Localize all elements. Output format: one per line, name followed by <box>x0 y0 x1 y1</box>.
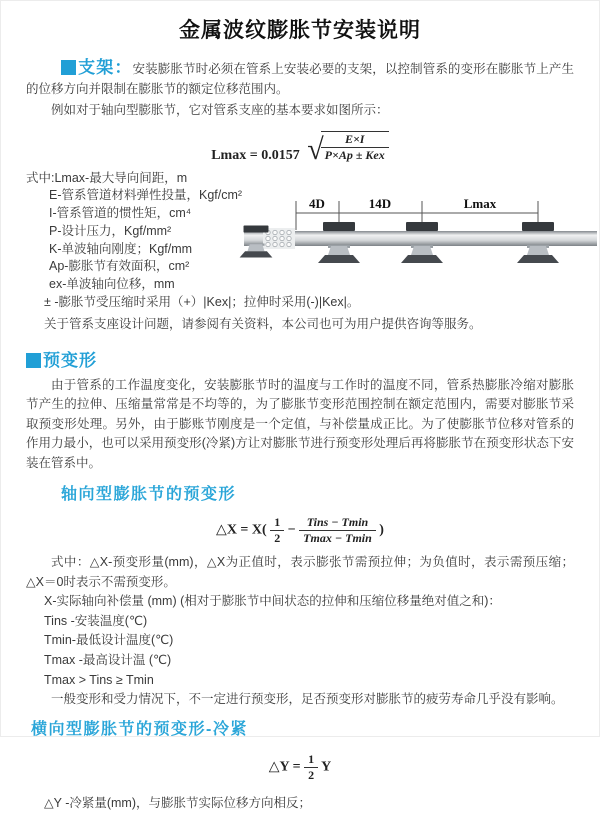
definition-line: K-单波轴向刚度；Kgf/mm <box>49 241 193 256</box>
radical-sign <box>307 131 389 166</box>
support-section-header: 支架： <box>78 58 133 77</box>
definition-line: I-管系管道的惯性矩，cm⁴ <box>49 206 192 221</box>
definition-line: ex-单波轴向位移，mm <box>49 277 175 292</box>
axial-formula-explanation: 式中：△X-预变形量(mm)，△X为正值时，表示膨张节需预拉伸；为负值时，表示需预压缩；△X＝0时表示不需预变形。 <box>26 555 574 589</box>
axial-definition-line: Tins -安装温度(℃) <box>44 613 148 628</box>
preform-section-header <box>26 346 574 371</box>
support-note-line: 关于管系支座设计问题，请参阅有关资料，本公司也可为用户提供咨询等服务。 <box>44 316 482 331</box>
page-title: 金属波纹膨胀节安装说明 <box>179 19 421 42</box>
axial-definition-line: X-实际轴向补偿量 (mm) (相对于膨胀节中间状态的拉伸和压缩位移量绝对值之和)： <box>44 594 501 609</box>
axial-definition-line: Tmin-最低设计温度(℃) <box>44 633 174 648</box>
formula-lmax-numerator: E×I <box>321 132 389 148</box>
preform-body-paragraph: 由于管系的工作温度变化，安装膨胀节时的温度与工作时的温度不同，管系热膨胀冷缩对膨胀节产生的拉伸、压缩量常常是不均等的，为了膨胀节变形范围控制在额定范围内，需要对膨胀节采取预变形处理。另外，由于膨账节刚度是一个定值，与补偿量成正比。为了使膨胀节位移对管系的作用力最小，也可以采用预变形(冷紧)方让对膨胀节进行预变形处理后再将膨胀节在预变形状态下安装在管系中。 <box>26 377 574 470</box>
formula-lmax-lhs: Lmax = 0.0157 <box>211 147 300 163</box>
formula-delta-y <box>26 752 574 783</box>
axial-definition-line: Tmax -最高设计温 (℃) <box>44 652 172 667</box>
definition-line: E-管系管道材料弹性投量，Kgf/cm² <box>49 188 243 203</box>
formula-dy-rhs: Y <box>321 759 332 775</box>
axial-definition-line: Tmax > Tins ≥ Tmin <box>44 672 154 687</box>
axial-note-line: 一般变形和受力情况下，不一定进行预变形，足否预变形对膨胀节的疲劳寿命几乎没有影响。 <box>51 692 564 707</box>
dimension-label-lmax: Lmax <box>463 196 497 211</box>
radical-glyph: √ <box>307 132 324 166</box>
lateral-preform-subheader: 横向型膨胀节的预变形-冷紧 <box>31 720 248 738</box>
formula-dx-rhs: ) <box>379 522 384 538</box>
fraction-temperature: $\frac{\text{Tins − Tmin}}{Tmax - Tmin}$ <box>299 515 376 546</box>
section-marker-square <box>61 60 76 75</box>
support-example-line: 例如对于轴向型膨胀节，它对管系支座的基本要求如图所示： <box>51 103 389 117</box>
dimension-label-4d: 4D <box>309 196 325 211</box>
formula-dx-lhs: △X = X( <box>216 522 267 538</box>
pipe <box>244 231 597 246</box>
minus-sign: − <box>287 522 296 538</box>
fraction-one-half: $\frac{1}{2}$ <box>270 515 284 546</box>
definition-line: 式中:Lmax-最大导向间距，m <box>26 170 188 185</box>
definition-line: Ap-膨胀节有效面积，cm² <box>49 259 190 274</box>
formula-dy-lhs: △Y = <box>268 759 301 775</box>
preform-header-text: 预变形 <box>43 350 97 370</box>
axial-preform-subheader: 轴向型膨胀节的预变形 <box>61 486 237 504</box>
formula-lmax <box>26 131 574 164</box>
definition-line: P-设计压力，Kgf/mm² <box>49 223 172 238</box>
definition-line: ± -膨胀节受压缩时采用（+）|Kex|；拉伸时采用(-)|Kex|。 <box>44 295 360 310</box>
fraction-one-half: $\frac{1}{2}$ <box>304 752 318 783</box>
dimension-label-14d: 14D <box>368 196 392 211</box>
formula-delta-x <box>26 515 574 546</box>
section-marker-square <box>26 353 41 368</box>
support-section-body: 安装膨胀节时必须在管系上安装必要的支架，以控制管系的变形在膨胀节上产生的位移方向并限制在膨胀节的额定位移范围内。 <box>26 62 574 96</box>
support-section-paragraph <box>26 58 574 99</box>
formula-lmax-denominator: P×Ap ± Kex <box>324 147 385 162</box>
lateral-definition-line: △Y -冷紧量(mm)，与膨胀节实际位移方向相反； <box>44 795 312 810</box>
pipe-support-diagram <box>244 193 600 275</box>
